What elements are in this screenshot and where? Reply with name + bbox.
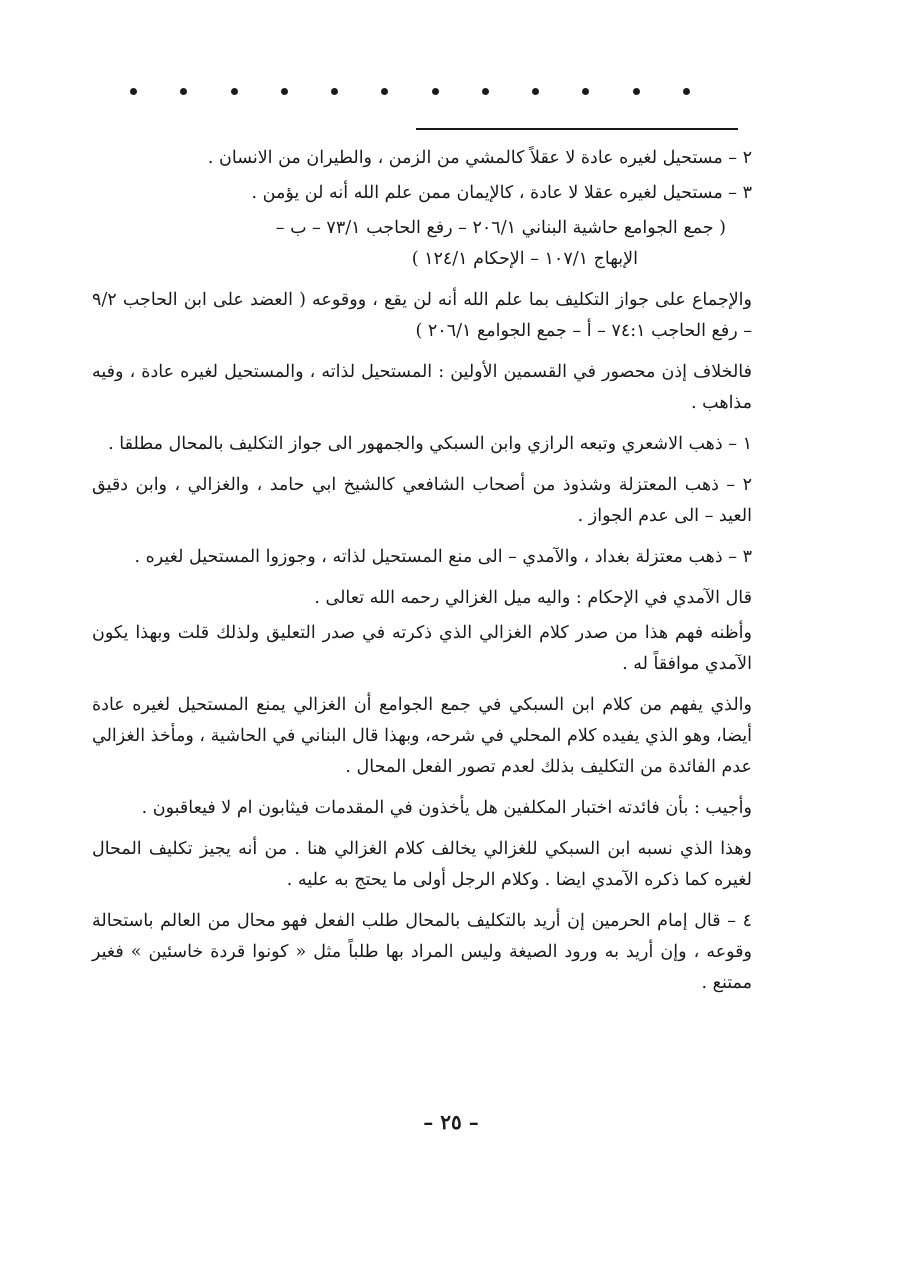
ornament-dots: [130, 88, 690, 95]
reference-line-2: الإبهاج ١٠٧/١ – الإحكام ١٢٤/١ ): [411, 249, 638, 269]
header-rule: [416, 128, 738, 130]
dot-ornament: [432, 88, 439, 95]
dot-ornament: [633, 88, 640, 95]
paragraph-nisba: وهذا الذي نسبه ابن السبكي للغزالي يخالف كلام الغزالي هنا . من أنه يجيز تكليف المحال لغيره كما ذكره الآمدي ايضا . وكلام الرجل أولى ما يحتج به عليه .: [92, 839, 752, 890]
dot-ornament: [683, 88, 690, 95]
paragraph-subki: والذي يفهم من كلام ابن السبكي في جمع الجوامع أن الغزالي يمنع المستحيل لغيره عادة أيضا، وهو الذي يفيده كلام المحلي في شرحه، وبهذا قال البناني في الحاشية ، ومأخذ الغزالي عدم الفائدة من التكليف بذلك لعدم تصور الفعل المحال .: [92, 695, 752, 777]
paragraph-azunnuhu: وأظنه فهم هذا من صدر كلام الغزالي الذي ذكرته في صدر التعليق ولذلك قلت وبهذا يكون الآمدي موافقاً له .: [92, 623, 752, 674]
reference-line-1: ( جمع الجوامع حاشية البناني ٢٠٦/١ – رفع الحاجب ٧٣/١ – ب –: [275, 218, 726, 238]
paragraph-khilaf: فالخلاف إذن محصور في القسمين الأولين : المستحيل لذاته ، والمستحيل لغيره عادة ، وفيه مذاهب .: [92, 362, 752, 413]
dot-ornament: [482, 88, 489, 95]
madhab-1: ١ – ذهب الاشعري وتبعه الرازي وابن السبكي والجمهور الى جواز التكليف بالمحال مطلقا .: [108, 434, 752, 454]
paragraph-answer: وأجيب : بأن فائدته اختبار المكلفين هل يأخذون في المقدمات فيثابون ام لا فيعاقبون .: [141, 798, 752, 818]
paragraph-ijma: والإجماع على جواز التكليف بما علم الله أنه لن يقع ، ووقوعه ( العضد على ابن الحاجب ٩/٢ – رفع الحاجب ٧٤:١ – أ – جمع الجوامع ٢٠٦/١ ): [92, 290, 752, 341]
madhab-4: ٤ – قال إمام الحرمين إن أريد بالتكليف بالمحال طلب الفعل فهو محال من العالم باستحالة وقوعه ، وإن أريد به ورود الصيغة وليس المراد بها طلباً مثل « كونوا قردة خاسئين » فغير ممتنع .: [92, 911, 752, 993]
reference-note: [92, 213, 752, 275]
list-item-3: ٣ – مستحيل لغيره عقلا لا عادة ، كالإيمان ممن علم الله أنه لن يؤمن .: [251, 183, 752, 203]
dot-ornament: [231, 88, 238, 95]
dot-ornament: [381, 88, 388, 95]
dot-ornament: [582, 88, 589, 95]
paragraph-amidi: قال الآمدي في الإحكام : واليه ميل الغزالي رحمه الله تعالى .: [314, 588, 752, 608]
dot-ornament: [281, 88, 288, 95]
madhab-3: ٣ – ذهب معتزلة بغداد ، والآمدي – الى منع المستحيل لذاته ، وجوزوا المستحيل لغيره .: [134, 547, 752, 567]
dot-ornament: [130, 88, 137, 95]
body-text: [92, 143, 752, 1009]
dot-ornament: [180, 88, 187, 95]
page-number: – ٢٥ –: [423, 1110, 479, 1134]
list-item-2: ٢ – مستحيل لغيره عادة لا عقلاً كالمشي من الزمن ، والطيران من الانسان .: [207, 148, 752, 168]
madhab-2: ٢ – ذهب المعتزلة وشذوذ من أصحاب الشافعي كالشيخ ابي حامد ، والغزالي ، وابن دقيق العيد – الى عدم الجواز .: [92, 475, 752, 526]
dot-ornament: [331, 88, 338, 95]
dot-ornament: [532, 88, 539, 95]
